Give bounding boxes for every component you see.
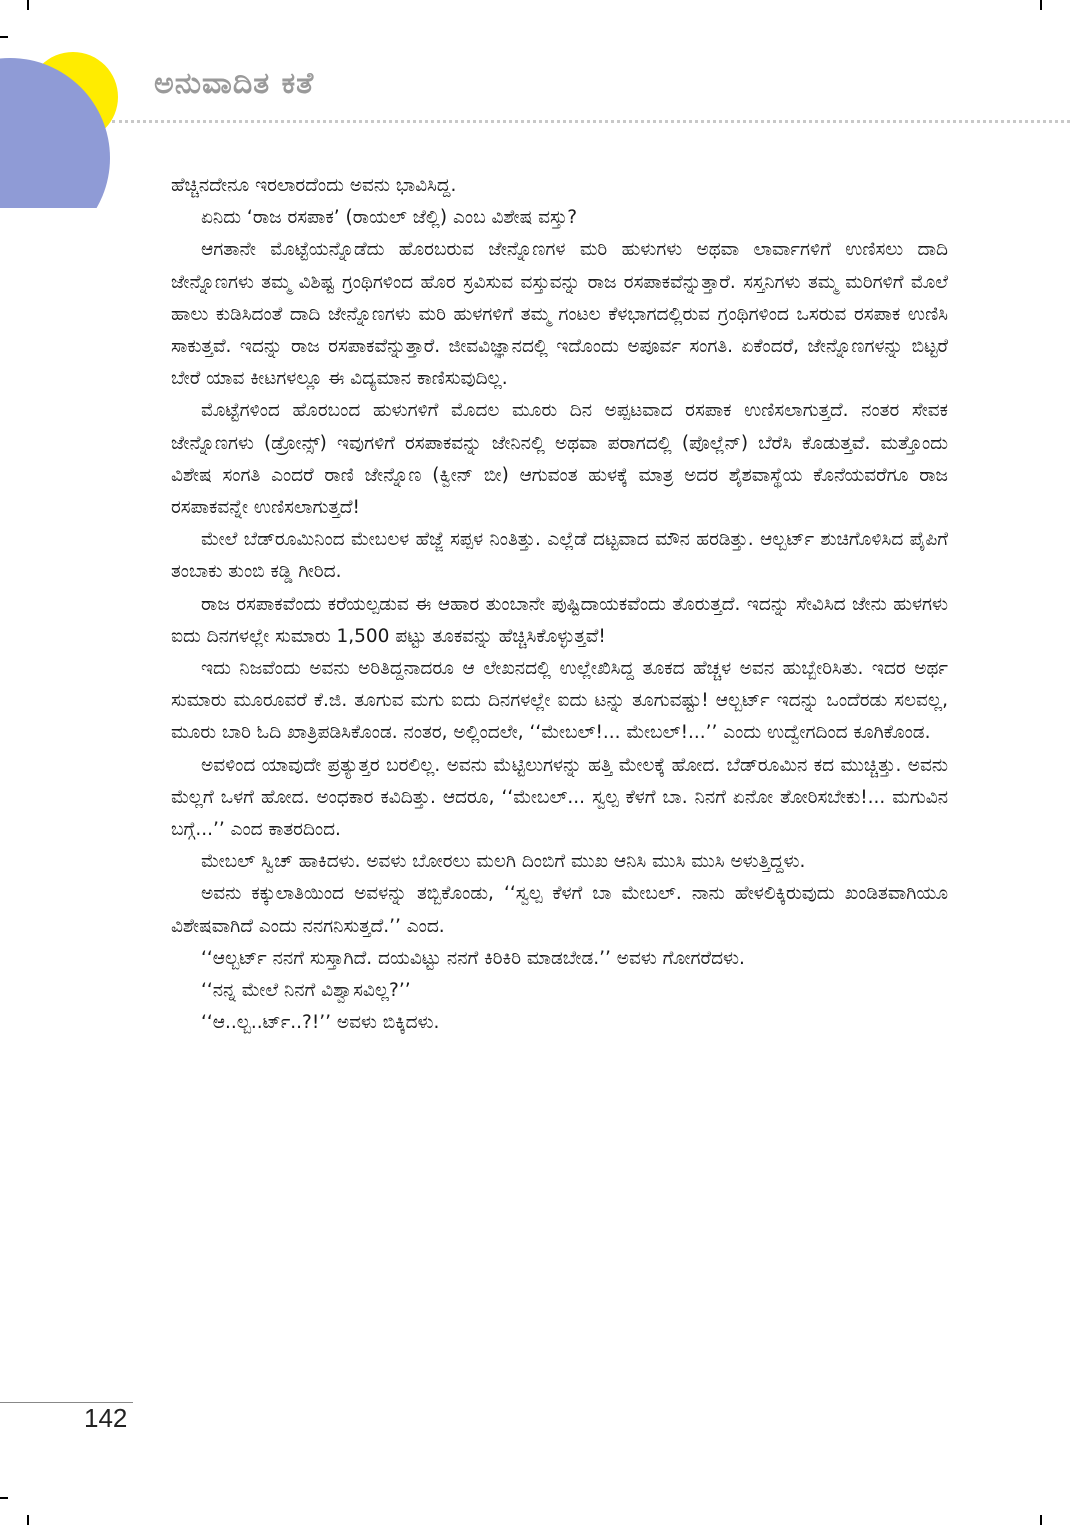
paragraph: ಮೊಟ್ಟೆಗಳಿಂದ ಹೊರಬಂದ ಹುಳುಗಳಿಗೆ ಮೊದಲ ಮೂರು ದಿನ ಅಪ್ಪಟವಾದ ರಸಪಾಕ ಉಣಿಸಲಾಗುತ್ತದೆ. ನಂತರ ಸೇವಕ ಜೇನ್ನೊಣಗಳು (ಡ್ರೋನ್ಸ್) ಇವುಗಳಿಗೆ ರಸಪಾಕವನ್ನು ಜೇನಿನಲ್ಲಿ ಅಥವಾ ಪರಾಗದಲ್ಲಿ (ಪೊಲ್ಲೆನ್) ಬೆರೆಸಿ ಕೊಡುತ್ತವೆ. ಮತ್ತೊಂದು ವಿಶೇಷ ಸಂಗತಿ ಎಂದರೆ ರಾಣಿ ಜೇನ್ನೊಣ (ಕ್ವೀನ್ ಬೀ) ಆಗುವಂತ ಹುಳಕ್ಕೆ ಮಾತ್ರ ಅದರ ಶೈಶವಾಸ್ಥೆಯ ಕೊನೆಯವರೆಗೂ ರಾಜ ರಸಪಾಕವನ್ನೇ ಉಣಿಸಲಾಗುತ್ತದೆ! (171, 400, 948, 519)
crop-mark-top-right (1040, 0, 1042, 10)
paragraph: ಆಗತಾನೇ ಮೊಟ್ಟೆಯನ್ನೊಡೆದು ಹೊರಬರುವ ಜೇನ್ನೊಣಗಳ ಮರಿ ಹುಳುಗಳು ಅಥವಾ ಲಾರ್ವಾಗಳಿಗೆ ಉಣಿಸಲು ದಾದಿ ಜೇನ್ನೊಣಗಳು ತಮ್ಮ ವಿಶಿಷ್ಟ ಗ್ರಂಥಿಗಳಿಂದ ಹೊರ ಸ್ರವಿಸುವ ವಸ್ತುವನ್ನು ರಾಜ ರಸಪಾಕವೆನ್ನುತ್ತಾರೆ. ಸಸ್ತನಿಗಳು ತಮ್ಮ ಮರಿಗಳಿಗೆ ಮೊಲೆ ಹಾಲು ಕುಡಿಸಿದಂತೆ ದಾದಿ ಜೇನ್ನೊಣಗಳು ಮರಿ ಹುಳಗಳಿಗೆ ತಮ್ಮ ಗಂಟಲ ಕೆಳಭಾಗದಲ್ಲಿರುವ ಗ್ರಂಥಿಗಳಿಂದ ಒಸರುವ ರಸಪಾಕ ಉಣಿಸಿ ಸಾಕುತ್ತವೆ. ಇದನ್ನು ರಾಜ ರಸಪಾಕವೆನ್ನುತ್ತಾರೆ. ಜೀವವಿಜ್ಞಾನದಲ್ಲಿ ಇದೊಂದು ಅಪೂರ್ವ ಸಂಗತಿ. ಏಕೆಂದರೆ, ಜೇನ್ನೊಣಗಳನ್ನು ಬಿಟ್ಟರೆ ಬೇರೆ ಯಾವ ಕೀಟಗಳಲ್ಲೂ ಈ ವಿದ್ಯಮಾನ ಕಾಣಿಸುವುದಿಲ್ಲ. (171, 239, 948, 390)
page-number: 142 (84, 1403, 128, 1433)
decorative-blue-circle-clip (0, 58, 112, 208)
paragraph: ರಾಜ ರಸಪಾಕವೆಂದು ಕರೆಯಲ್ಪಡುವ ಈ ಆಹಾರ ತುಂಬಾನೇ ಪುಷ್ಟಿದಾಯಕವೆಂದು ತೊರುತ್ತದೆ. ಇದನ್ನು ಸೇವಿಸಿದ ಜೇನು ಹುಳಗಳು ಐದು ದಿನಗಳಲ್ಲೇ ಸುಮಾರು 1,500 ಪಟ್ಟು ತೂಕವನ್ನು ಹೆಚ್ಚಿಸಿಕೊಳ್ಳುತ್ತವೆ! (171, 593, 948, 647)
paragraph: ‘‘ನನ್ನ ಮೇಲೆ ನಿನಗೆ ವಿಶ್ವಾಸವಿಲ್ಲ?’’ (201, 980, 411, 1002)
section-title: ಅನುವಾದಿತ ಕತೆ (154, 66, 315, 101)
paragraph: ‘‘ಆ..ಲ್ಬ..ರ್ಟ್..?!’’ ಅವಳು ಬಿಕ್ಕಿದಳು. (201, 1012, 440, 1034)
paragraph: ಅವನು ಕಕ್ಕುಲಾತಿಯಿಂದ ಅವಳನ್ನು ತಬ್ಬಿಕೊಂಡು, ‘‘ಸ್ವಲ್ಪ ಕೆಳಗೆ ಬಾ ಮೇಬಲ್. ನಾನು ಹೇಳಲಿಕ್ಕಿರುವುದು ಖಂಡಿತವಾಗಿಯೂ ವಿಶೇಷವಾಗಿದೆ ಎಂದು ನನಗನಿಸುತ್ತದೆ.’’ ಎಂದ. (171, 883, 948, 937)
decorative-blue-circle (0, 58, 110, 208)
crop-mark-bottom-right (1040, 1515, 1042, 1525)
crop-mark-left-bottom (0, 1497, 8, 1499)
paragraph: ಹೆಚ್ಚಿನದೇನೂ ಇರಲಾರದೆಂದು ಅವನು ಭಾವಿಸಿದ್ದ. (171, 175, 457, 196)
paragraph: ಮೇಲೆ ಬೆಡ್‌ರೂಮಿನಿಂದ ಮೇಬಲಳ ಹೆಜ್ಜೆ ಸಪ್ಪಳ ನಿಂತಿತ್ತು. ಎಲ್ಲೆಡೆ ದಟ್ಟವಾದ ಮೌನ ಹರಡಿತ್ತು. ಆಲ್ಬರ್ಟ್ ಶುಚಿಗೊಳಿಸಿದ ಪೈಪಿಗೆ ತಂಬಾಕು ತುಂಬಿ ಕಡ್ಡಿ ಗೀರಿದ. (171, 529, 948, 583)
paragraph: ಅವಳಿಂದ ಯಾವುದೇ ಪ್ರತ್ಯುತ್ತರ ಬರಲಿಲ್ಲ. ಅವನು ಮೆಟ್ಟಿಲುಗಳನ್ನು ಹತ್ತಿ ಮೇಲಕ್ಕೆ ಹೋದ. ಬೆಡ್‌ರೂಮಿನ ಕದ ಮುಚ್ಚಿತ್ತು. ಅವನು ಮೆಲ್ಲಗೆ ಒಳಗೆ ಹೋದ. ಅಂಧಕಾರ ಕವಿದಿತ್ತು. ಆದರೂ, ‘‘ಮೇಬಲ್... ಸ್ವಲ್ಪ ಕೆಳಗೆ ಬಾ. ನಿನಗೆ ಏನೋ ತೋರಿಸಬೇಕು!... ಮಗುವಿನ ಬಗ್ಗೆ...’’ ಎಂದ ಕಾತರದಿಂದ. (171, 754, 948, 841)
header-dotted-rule (112, 120, 1070, 123)
paragraph: ‘‘ಆಲ್ಬರ್ಟ್ ನನಗೆ ಸುಸ್ತಾಗಿದೆ. ದಯವಿಟ್ಟು ನನಗೆ ಕಿರಿಕಿರಿ ಮಾಡಬೇಡ.’’ ಅವಳು ಗೋಗರೆದಳು. (201, 947, 745, 969)
crop-mark-bottom-left (27, 1515, 29, 1525)
crop-mark-left-top (0, 36, 8, 38)
story-body (171, 170, 948, 1039)
paragraph: ಇದು ನಿಜವೆಂದು ಅವನು ಅರಿತಿದ್ದನಾದರೂ ಆ ಲೇಖನದಲ್ಲಿ ಉಲ್ಲೇಖಿಸಿದ್ದ ತೂಕದ ಹೆಚ್ಚಳ ಅವನ ಹುಬ್ಬೇರಿಸಿತು. ಇದರ ಅರ್ಥ ಸುಮಾರು ಮೂರೂವರೆ ಕೆ.ಜಿ. ತೂಗುವ ಮಗು ಐದು ದಿನಗಳಲ್ಲೇ ಐದು ಟನ್ನು ತೂಗುವಷ್ಟು! ಆಲ್ಬರ್ಟ್ ಇದನ್ನು ಒಂದೆರಡು ಸಲವಲ್ಲ, ಮೂರು ಬಾರಿ ಓದಿ ಖಾತ್ರಿಪಡಿಸಿಕೊಂಡ. ನಂತರ, ಅಲ್ಲಿಂದಲೇ, ‘‘ಮೇಬಲ್!... ಮೇಬಲ್!...’’ ಎಂದು ಉದ್ವೇಗದಿಂದ ಕೂಗಿಕೊಂಡ. (171, 658, 948, 744)
crop-mark-top-left (27, 0, 29, 10)
paragraph: ಮೇಬಲ್ ಸ್ವಿಚ್ ಹಾಕಿದಳು. ಅವಳು ಬೋರಲು ಮಲಗಿ ದಿಂಬಿಗೆ ಮುಖ ಆನಿಸಿ ಮುಸಿ ಮುಸಿ ಅಳುತ್ತಿದ್ದಳು. (201, 851, 806, 873)
paragraph: ಏನಿದು ‘ರಾಜ ರಸಪಾಕ’ (ರಾಯಲ್ ಜೆಲ್ಲಿ) ಎಂಬ ವಿಶೇಷ ವಸ್ತು? (201, 207, 578, 229)
